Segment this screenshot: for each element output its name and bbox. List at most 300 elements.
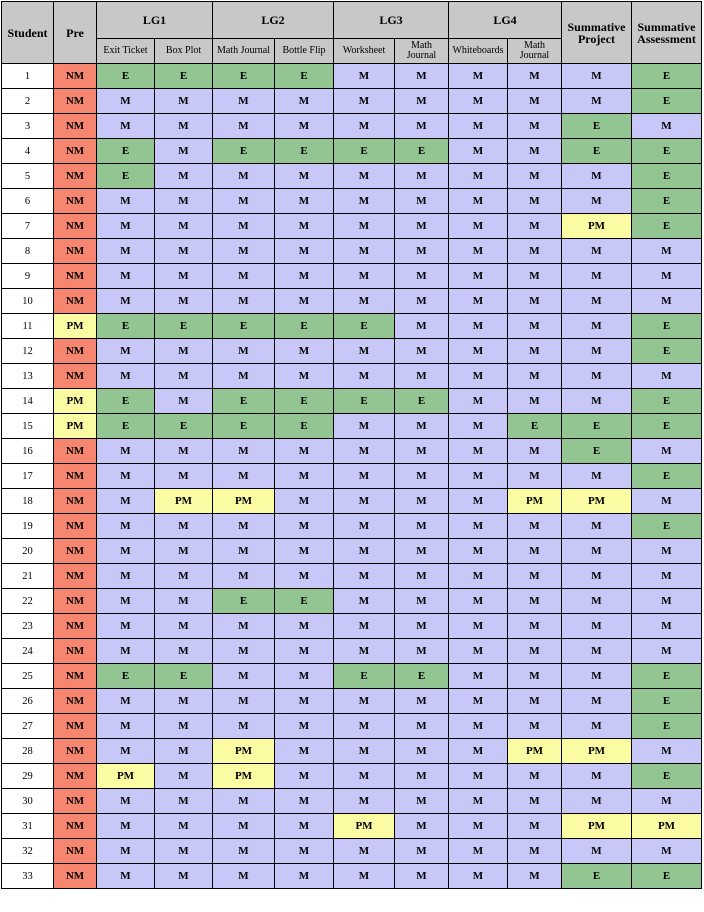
grade-cell: M: [334, 64, 395, 89]
grade-cell: M: [155, 164, 213, 189]
grade-cell: M: [334, 589, 395, 614]
grade-cell: E: [213, 589, 275, 614]
grade-cell: M: [508, 214, 562, 239]
summative-assessment-header: Summative Assessment: [632, 2, 702, 64]
grade-cell: M: [562, 614, 632, 639]
grade-cell: M: [213, 439, 275, 464]
student-number-cell: 31: [2, 814, 54, 839]
grade-cell: M: [562, 564, 632, 589]
grade-cell: M: [155, 839, 213, 864]
grade-cell: M: [449, 739, 508, 764]
grade-cell: M: [449, 714, 508, 739]
grade-cell: M: [562, 239, 632, 264]
grade-cell: M: [213, 464, 275, 489]
student-number-cell: 22: [2, 589, 54, 614]
grade-cell: M: [449, 189, 508, 214]
grade-cell: M: [449, 239, 508, 264]
grade-cell: E: [632, 714, 702, 739]
grade-cell: E: [97, 664, 155, 689]
grade-cell: E: [395, 139, 449, 164]
table-row: [2, 189, 702, 214]
grade-cell: M: [275, 839, 334, 864]
grade-cell: M: [213, 839, 275, 864]
student-number-cell: 30: [2, 789, 54, 814]
grade-cell: M: [395, 764, 449, 789]
grade-cell: M: [334, 89, 395, 114]
grade-cell: M: [449, 389, 508, 414]
grade-cell: M: [97, 639, 155, 664]
grade-cell: E: [275, 414, 334, 439]
grade-cell: M: [632, 264, 702, 289]
student-number-cell: 9: [2, 264, 54, 289]
grade-cell: M: [97, 564, 155, 589]
grade-cell: M: [155, 714, 213, 739]
grade-cell: M: [155, 389, 213, 414]
grade-cell: M: [562, 339, 632, 364]
grade-cell: M: [334, 364, 395, 389]
grade-cell: NM: [54, 289, 97, 314]
grade-cell: NM: [54, 714, 97, 739]
grade-cell: M: [395, 814, 449, 839]
grade-cell: E: [213, 64, 275, 89]
grade-cell: M: [395, 789, 449, 814]
grade-cell: M: [508, 789, 562, 814]
grade-cell: NM: [54, 614, 97, 639]
grade-cell: E: [275, 314, 334, 339]
grade-cell: M: [395, 614, 449, 639]
grade-cell: M: [155, 814, 213, 839]
grade-cell: M: [449, 864, 508, 889]
grade-cell: M: [395, 364, 449, 389]
table-row: [2, 289, 702, 314]
grade-cell: M: [155, 439, 213, 464]
grade-cell: M: [562, 89, 632, 114]
grade-cell: M: [395, 639, 449, 664]
grade-cell: M: [334, 839, 395, 864]
grade-cell: M: [449, 689, 508, 714]
grade-cell: M: [395, 114, 449, 139]
grade-cell: M: [395, 564, 449, 589]
grade-cell: PM: [213, 489, 275, 514]
grade-cell: M: [395, 89, 449, 114]
grade-cell: M: [275, 439, 334, 464]
grade-cell: E: [334, 139, 395, 164]
grade-cell: M: [508, 64, 562, 89]
grade-cell: M: [275, 214, 334, 239]
grade-cell: E: [632, 64, 702, 89]
student-number-cell: 32: [2, 839, 54, 864]
grade-cell: E: [213, 314, 275, 339]
grade-cell: M: [334, 539, 395, 564]
grade-cell: E: [632, 664, 702, 689]
grade-cell: NM: [54, 739, 97, 764]
student-number-cell: 2: [2, 89, 54, 114]
grade-cell: M: [449, 414, 508, 439]
grade-cell: M: [275, 789, 334, 814]
grade-cell: E: [395, 389, 449, 414]
grade-cell: M: [508, 314, 562, 339]
grade-cell: E: [632, 189, 702, 214]
grade-cell: M: [449, 439, 508, 464]
grade-cell: M: [508, 764, 562, 789]
grade-cell: M: [213, 564, 275, 589]
grade-cell: E: [562, 414, 632, 439]
grade-cell: M: [334, 639, 395, 664]
grade-cell: M: [562, 314, 632, 339]
grade-cell: E: [395, 664, 449, 689]
grade-cell: E: [632, 414, 702, 439]
grade-cell: NM: [54, 664, 97, 689]
grade-cell: NM: [54, 214, 97, 239]
student-number-cell: 26: [2, 689, 54, 714]
subheader-bottle-flip: Bottle Flip: [275, 39, 334, 64]
grade-cell: M: [449, 564, 508, 589]
grade-cell: M: [395, 514, 449, 539]
grade-cell: E: [155, 64, 213, 89]
grade-cell: PM: [632, 814, 702, 839]
grade-cell: M: [632, 489, 702, 514]
grade-cell: M: [508, 814, 562, 839]
grade-cell: M: [155, 689, 213, 714]
grade-cell: M: [395, 464, 449, 489]
grade-cell: M: [213, 539, 275, 564]
grade-cell: M: [275, 664, 334, 689]
grade-cell: M: [508, 439, 562, 464]
grade-cell: M: [562, 289, 632, 314]
grade-cell: NM: [54, 239, 97, 264]
grade-cell: PM: [562, 214, 632, 239]
grade-cell: M: [213, 264, 275, 289]
student-number-cell: 1: [2, 64, 54, 89]
grade-cell: E: [275, 139, 334, 164]
student-number-cell: 29: [2, 764, 54, 789]
grade-cell: NM: [54, 264, 97, 289]
grade-cell: M: [395, 164, 449, 189]
table-row: [2, 789, 702, 814]
grade-cell: E: [632, 464, 702, 489]
grade-cell: M: [275, 364, 334, 389]
table-row: [2, 389, 702, 414]
grade-cell: M: [155, 239, 213, 264]
grade-cell: M: [334, 339, 395, 364]
student-number-cell: 25: [2, 664, 54, 689]
table-row: [2, 589, 702, 614]
grade-cell: M: [334, 439, 395, 464]
grade-cell: M: [97, 689, 155, 714]
table-row: [2, 64, 702, 89]
grade-cell: M: [275, 189, 334, 214]
grade-cell: M: [275, 814, 334, 839]
grade-cell: M: [395, 864, 449, 889]
grade-cell: M: [334, 239, 395, 264]
grade-cell: M: [155, 514, 213, 539]
grade-cell: M: [334, 864, 395, 889]
grade-cell: M: [449, 164, 508, 189]
grade-cell: M: [155, 564, 213, 589]
grade-cell: M: [97, 364, 155, 389]
grade-cell: M: [334, 764, 395, 789]
grade-cell: M: [275, 514, 334, 539]
grade-cell: PM: [334, 814, 395, 839]
grade-cell: M: [632, 564, 702, 589]
grade-cell: PM: [54, 389, 97, 414]
grade-cell: M: [97, 839, 155, 864]
grade-cell: M: [97, 589, 155, 614]
grade-cell: M: [334, 564, 395, 589]
grade-cell: M: [97, 289, 155, 314]
student-number-cell: 33: [2, 864, 54, 889]
grade-cell: M: [508, 264, 562, 289]
subheader-box-plot: Box Plot: [155, 39, 213, 64]
grade-cell: M: [395, 439, 449, 464]
grade-cell: E: [97, 164, 155, 189]
grade-cell: M: [562, 189, 632, 214]
grade-cell: NM: [54, 514, 97, 539]
grade-cell: M: [155, 614, 213, 639]
summative-project-header: Summative Project: [562, 2, 632, 64]
grade-cell: M: [213, 364, 275, 389]
grade-cell: PM: [54, 414, 97, 439]
grade-cell: M: [449, 789, 508, 814]
grade-cell: M: [275, 564, 334, 589]
grade-cell: M: [213, 789, 275, 814]
table-row: [2, 639, 702, 664]
student-number-cell: 16: [2, 439, 54, 464]
table-row: [2, 314, 702, 339]
subheader-math-journal-lg2: Math Journal: [213, 39, 275, 64]
table-row: [2, 614, 702, 639]
grade-cell: E: [97, 139, 155, 164]
grade-cell: E: [97, 414, 155, 439]
table-row: [2, 239, 702, 264]
grade-cell: M: [97, 789, 155, 814]
grade-cell: M: [334, 689, 395, 714]
grade-cell: M: [155, 539, 213, 564]
grade-cell: NM: [54, 564, 97, 589]
grade-cell: M: [508, 139, 562, 164]
grade-cell: M: [395, 64, 449, 89]
grade-cell: M: [275, 864, 334, 889]
grade-cell: M: [562, 689, 632, 714]
grade-cell: M: [213, 639, 275, 664]
grade-cell: M: [334, 189, 395, 214]
grade-cell: M: [97, 214, 155, 239]
grade-cell: M: [632, 289, 702, 314]
grade-cell: M: [155, 864, 213, 889]
grade-cell: M: [508, 289, 562, 314]
student-number-cell: 3: [2, 114, 54, 139]
grade-cell: M: [562, 714, 632, 739]
grade-cell: M: [562, 539, 632, 564]
grade-cell: NM: [54, 589, 97, 614]
grade-cell: PM: [562, 814, 632, 839]
grade-cell: M: [449, 464, 508, 489]
student-number-cell: 5: [2, 164, 54, 189]
grade-cell: E: [632, 314, 702, 339]
subheader-math-journal-lg3: Math Journal: [395, 39, 449, 64]
student-number-cell: 10: [2, 289, 54, 314]
grade-cell: M: [395, 689, 449, 714]
table-row: [2, 664, 702, 689]
grade-cell: M: [334, 289, 395, 314]
grade-cell: M: [97, 714, 155, 739]
grade-cell: M: [97, 814, 155, 839]
grade-cell: M: [449, 764, 508, 789]
grade-cell: E: [632, 164, 702, 189]
student-number-cell: 15: [2, 414, 54, 439]
grade-cell: M: [155, 264, 213, 289]
grade-cell: PM: [155, 489, 213, 514]
grade-cell: M: [449, 839, 508, 864]
grade-cell: M: [508, 689, 562, 714]
grade-cell: M: [449, 489, 508, 514]
grade-cell: PM: [54, 314, 97, 339]
grade-cell: E: [632, 89, 702, 114]
grade-cell: M: [275, 639, 334, 664]
grade-cell: M: [275, 264, 334, 289]
grade-cell: M: [155, 789, 213, 814]
grade-cell: M: [508, 389, 562, 414]
grade-cell: M: [632, 364, 702, 389]
grade-cell: M: [334, 164, 395, 189]
grade-cell: M: [508, 564, 562, 589]
grade-cell: E: [275, 64, 334, 89]
grade-cell: E: [213, 139, 275, 164]
grade-cell: M: [213, 514, 275, 539]
grade-cell: M: [449, 514, 508, 539]
grade-cell: M: [155, 464, 213, 489]
grade-cell: M: [632, 639, 702, 664]
grade-cell: E: [632, 514, 702, 539]
grade-cell: M: [213, 339, 275, 364]
grade-cell: M: [449, 814, 508, 839]
grade-cell: NM: [54, 439, 97, 464]
grade-cell: M: [155, 639, 213, 664]
grade-cell: M: [97, 514, 155, 539]
grade-cell: M: [395, 489, 449, 514]
grade-cell: E: [97, 64, 155, 89]
lg2-header: LG2: [213, 2, 334, 39]
grade-cell: M: [155, 739, 213, 764]
grade-cell: M: [97, 264, 155, 289]
pre-header: Pre: [54, 2, 97, 64]
table-row: [2, 89, 702, 114]
grade-cell: M: [449, 214, 508, 239]
grade-cell: M: [213, 614, 275, 639]
grade-cell: M: [97, 239, 155, 264]
lg1-header: LG1: [97, 2, 213, 39]
grade-cell: M: [508, 589, 562, 614]
table-row: [2, 164, 702, 189]
grade-cell: E: [334, 664, 395, 689]
table-row: [2, 489, 702, 514]
grade-cell: M: [562, 639, 632, 664]
student-number-cell: 18: [2, 489, 54, 514]
grade-cell: M: [155, 189, 213, 214]
lg3-header: LG3: [334, 2, 449, 39]
student-number-cell: 6: [2, 189, 54, 214]
grade-cell: PM: [508, 739, 562, 764]
grade-cell: NM: [54, 339, 97, 364]
grade-cell: M: [562, 364, 632, 389]
student-number-cell: 14: [2, 389, 54, 414]
table-row: [2, 864, 702, 889]
grade-cell: M: [155, 114, 213, 139]
student-number-cell: 24: [2, 639, 54, 664]
grade-cell: M: [562, 64, 632, 89]
grade-cell: M: [395, 339, 449, 364]
grade-cell: NM: [54, 489, 97, 514]
grade-cell: M: [213, 689, 275, 714]
grade-cell: M: [632, 239, 702, 264]
grade-cell: M: [562, 514, 632, 539]
grade-cell: PM: [562, 489, 632, 514]
grade-cell: M: [275, 89, 334, 114]
student-number-cell: 23: [2, 614, 54, 639]
table-row: [2, 714, 702, 739]
grade-cell: M: [155, 364, 213, 389]
grade-cell: M: [449, 89, 508, 114]
grade-cell: M: [155, 764, 213, 789]
grade-cell: M: [449, 314, 508, 339]
table-row: [2, 364, 702, 389]
table-row: [2, 139, 702, 164]
grade-cell: PM: [213, 739, 275, 764]
grade-cell: M: [213, 864, 275, 889]
grade-cell: M: [632, 789, 702, 814]
grade-cell: M: [275, 239, 334, 264]
grade-cell: M: [97, 614, 155, 639]
grade-cell: M: [632, 439, 702, 464]
grade-cell: M: [632, 114, 702, 139]
grade-cell: M: [155, 139, 213, 164]
student-number-cell: 13: [2, 364, 54, 389]
grade-cell: M: [155, 89, 213, 114]
table-row: [2, 814, 702, 839]
grade-cell: E: [562, 439, 632, 464]
grade-cell: M: [508, 864, 562, 889]
student-number-cell: 7: [2, 214, 54, 239]
grade-cell: NM: [54, 539, 97, 564]
grade-cell: E: [632, 389, 702, 414]
grade-cell: M: [97, 539, 155, 564]
grade-cell: E: [508, 414, 562, 439]
student-number-cell: 28: [2, 739, 54, 764]
grade-cell: M: [275, 764, 334, 789]
grade-cell: M: [395, 264, 449, 289]
grade-cell: NM: [54, 689, 97, 714]
grades-body: [2, 64, 702, 889]
grade-cell: M: [449, 589, 508, 614]
grade-cell: M: [395, 839, 449, 864]
grade-cell: M: [334, 739, 395, 764]
grade-cell: M: [395, 589, 449, 614]
grade-cell: M: [632, 614, 702, 639]
grade-cell: M: [632, 839, 702, 864]
grade-cell: E: [97, 389, 155, 414]
grade-cell: M: [213, 164, 275, 189]
grade-cell: M: [449, 139, 508, 164]
student-number-cell: 20: [2, 539, 54, 564]
grade-cell: NM: [54, 814, 97, 839]
grade-cell: M: [334, 489, 395, 514]
grade-cell: M: [449, 639, 508, 664]
grade-cell: M: [632, 589, 702, 614]
student-number-cell: 11: [2, 314, 54, 339]
grade-cell: M: [395, 414, 449, 439]
grade-cell: E: [334, 314, 395, 339]
grade-cell: M: [97, 864, 155, 889]
